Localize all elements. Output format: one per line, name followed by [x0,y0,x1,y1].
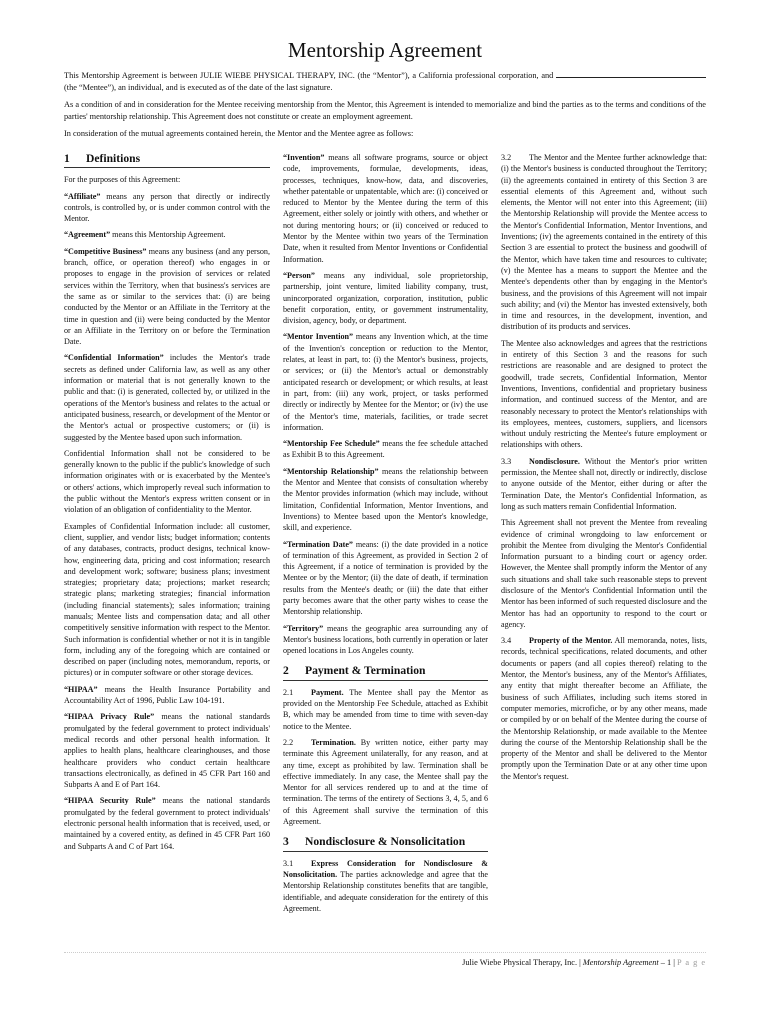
section-heading-payment [283,665,488,680]
definition-text: means all software programs, source or object code, improvements, formulae, developments, ideas, processes, techniques, know-how, data, and discoveries, whether patentable or unpatentable, which are: (i) conceived or reduced to Mentor by the Mentee during the term of this Agreement, either solely or jointly with others, and whether or not during mentoring hours; or (ii) conceived or reduced to Mentor by the Mentee within two years of the Termination Date, when it resulted from Mentor Inventions or Confidential Information. [283,153,488,264]
clause-3-3 [501,456,707,512]
mentee-name-blank [556,77,706,78]
definition-affiliate [64,191,270,225]
intro-text-a: This Mentorship Agreement is between JULIE WIEBE PHYSICAL THERAPY, INC. (the “Mentor”), a California professional corporation, and [64,71,554,80]
clause-text: Without the Mentor's prior written permission, the Mentee shall not, directly or indirectly, disclose to anyone outside of the Mentor, either during or after the Termination Date, the Mentor's Confidential Information, as long as such matters remain Confidential Information. [501,456,707,511]
definition-text: means any individual, sole proprietorship, partnership, joint venture, limited liability company, trust, unincorporated organization, corporation, institution, public benefit corporation, entity, or government instrumentality, division, agency, body, or department. [283,270,488,326]
definition-text: includes the Mentor's trade secrets as defined under California law, as well as any other information or material that is not generally known to the public and that: (i) is generated, collected by, or utilized in the operations of the Mentor's business and relates to the actual or anticipated business, research, or development of the Mentor or the Mentor's actual or prospective customers; or (ii) is suggested by the Mentee based upon such information. [64,353,270,442]
definition-text: means the national standards promulgated by the federal government to protect individuals' medical records and other personal health information. It applies to health plans, healthcare clearinghouses, and those healthcare providers who conduct certain healthcare transactions electronically, as defined in 45 CFR Part 160 and Subparts A and E of Part 164. [64,712,270,790]
clause-number: 3.3 [501,456,512,466]
clause-number: 3.1 [283,858,294,868]
section-heading-nondisclosure [283,836,488,851]
footer-divider [64,952,706,953]
definition-invention [283,152,488,265]
term: “Territory” [283,623,324,633]
section-number: 2 [283,664,289,678]
clause-number: 2.2 [283,737,294,747]
confidential-info-paragraph: Confidential Information shall not be considered to be generally known to the public if the public's knowledge of such information originates with or is exacerbated by the Mentee's or others' actions, which improperly reveal such information to the public without the Mentor's express written consent or in violation of an obligation of confidentiality to the Mentor. [64,448,270,515]
clause-text: By written notice, either party may terminate this Agreement unilaterally, for any reason, and at any time, except as prohibited by law. Termination shall be effective immediately. In any case, the Mentee shall pay the Mentor for all services rendered up to and at the time of termination. The terms of the entirety of Sections 3, 4, 5, and 6 of this Agreement shall survive the termination of this Agreement. [283,737,488,827]
section-heading-definitions [64,153,270,168]
definition-territory [283,623,488,657]
column-middle [283,152,488,919]
definition-mentorship-relationship [283,466,488,534]
clause-3-2 [501,152,707,333]
definition-mentor-invention [283,331,488,433]
footer-page-number: – 1 | [660,958,675,967]
term: “Confidential Information” [64,353,164,363]
clause-title: Payment. [311,687,344,697]
definition-hipaa-privacy-rule [64,711,270,790]
intro-paragraph [64,70,706,93]
term: “HIPAA” [64,684,98,694]
clause-3-3-continued: This Agreement shall not prevent the Mentee from revealing evidence of criminal wrongdoing to law enforcement or prohibit the Mentee from divulging the Mentor's Confidential Information pursuant to a binding court or agency order. However, the Mentee shall promptly inform the Mentor of any such situations and shall take such reasonable steps to prevent disclosure of the Mentor's Confidential Information until the Mentor has been informed of such requested disclosure and the Mentor has had an opportunity to respond to the court or agency. [501,518,707,629]
definition-agreement [64,229,270,240]
clause-number: 3.4 [501,636,512,646]
definition-termination-date [283,539,488,618]
term: “Mentorship Relationship” [283,466,379,476]
term: “Mentor Invention” [283,332,354,342]
term: “Person” [283,270,315,280]
definition-text: means the national standards promulgated by the federal government to protect individuals' electronic personal health information that is received, used, or maintained by a covered entity, as defined in 45 CFR Part 160 and Subparts A and C of Part 164. [64,796,270,851]
intro-paragraph-3: In consideration of the mutual agreements contained herein, the Mentor and the Mentee agree as follows: [64,129,414,139]
term: “Invention” [283,153,325,162]
clause-text: The Mentee shall pay the Mentor as provided on the Mentorship Fee Schedule, attached as Exhibit B, which may be amended from time to time with seven-day notice to the Mentee. [283,687,488,731]
intro-section [64,70,706,146]
definition-hipaa [64,684,270,707]
definition-hipaa-security-rule [64,795,270,851]
section-title: Nondisclosure & Nonsolicitation [305,835,466,849]
clause-3-2-continued: The Mentee also acknowledges and agrees that the restrictions in entirety of this Section 3 and the reasons for such restrictions are reasonable and are designed to protect the goodwill, trade secrets, Confidential Information, Mentor Inventions, Inventions, confidential and proprietary business information, and continued success of the Mentor, and are reasonably necessary to protect the Mentor's relationships with its employees, mentees, customers, suppliers, and licensors without unduly restricting the Mentee's future employment or relationships with others. [501,338,707,450]
term: “Agreement” [64,230,111,240]
definition-confidential-information [64,352,270,442]
clause-2-1 [283,687,488,732]
section-number: 3 [283,835,289,849]
definition-competitive-business [64,246,270,348]
clause-3-1-start [283,858,488,914]
column-left [64,152,270,857]
section-title: Payment & Termination [305,664,426,678]
term: “Termination Date” [283,539,353,549]
clause-3-4 [501,635,707,782]
clause-2-2 [283,737,488,827]
clause-text: The parties acknowledge and agree that the Mentorship Relationship constitutes benefits that are tangible, identifiable, and adequate consideration for the entirety of this Agreement. [283,869,488,913]
definition-text: means any person that directly or indirectly controls, is controlled by, or is under common control with the Mentor. [64,191,270,224]
clause-number: 2.1 [283,687,294,697]
page-title: Mentorship Agreement [287,38,483,62]
section-number: 1 [64,152,70,165]
definition-text: means any business (and any person, branch, office, or operation thereof) who engages in or proposes to engage in the provision of services or related services within the Territory, when that business's services are the same as or similar to the services that: (i) are being conducted by the Mentor or an Affiliate in the Territory at the time in question and (ii) were being conducted by the Mentor or an Affiliate in the Territory on or before the Termination Date. [64,246,270,347]
intro-paragraph-2: As a condition of and in consideration for the Mentee receiving mentorship from the Mentor, this Agreement is intended to memorialize and bind the parties as to the terms and conditions of the parties' mentorship relationship. This Agreement does not constitute or create an employment agreement. [64,100,706,121]
term: “Mentorship Fee Schedule” [283,439,380,449]
clause-text: The Mentor and the Mentee further acknowledge that: (i) the Mentor's business is conducted throughout the Territory; (ii) the agreements contained in entirety of this Section 3 are essential elements of this Agreement and, without such elements, the Mentor will not enter into this Agreement; (iii) the Mentorship Relationship will provide the Mentee access to the Mentor's Confidential Information, Mentor Inventions, and Inventions; (iv) the agreements contained in the entirety of this Section 3 are essential to protect the business and goodwill of the Mentor, which have taken time and resources to cultivate; (v) the Mentee has a means to support the Mentee and the Mentee's dependents other than by engaging in the Mentor's business, and the provisions of this Agreement will not impair such ability; and (vi) the Mentor has invested extensively, both in time and resources, in the development, invention, and distribution of its products and services. [501,153,707,332]
definition-text: means the geographic area surrounding any of Mentor's business locations, both currently in operation or later opened locations in Los Angeles county. [283,623,488,656]
section-title: Definitions [86,152,141,165]
clause-title: Termination. [311,737,356,747]
clause-title: Property of the Mentor. [529,636,613,646]
definition-mentorship-fee-schedule [283,438,488,461]
definition-text: means any Invention which, at the time of the Invention's conception or reduction to the Mentor, relates, at least in part, to: (i) the Mentor's business, projects, or services; or (ii) the Mentor's actual or demonstrably anticipated research or development; or which results, at least in part, from: (iii) any work, project, or tasks performed directly or indirectly by Mentee for the Mentor; or (iv) the use of the Mentor's time, materials, facilities, or trade secret information. [283,332,489,432]
footer-page-label: P a g e [676,958,706,967]
definition-text: means the fee schedule attached as Exhibit B to this Agreement. [283,439,488,460]
clause-text: All memoranda, notes, lists, records, technical specifications, related documents, and other documents or papers (and all copies thereof) relating to the Mentor, the Mentor's business, any of the Mentor's Affiliates, any entity that might thereafter become an Affiliate, the business of such Affiliates, including such items stored in computer memories, microfiche, or by any other means, made or compiled by or on behalf of the Mentee during the course of the Mentorship Relationship, or made available to the Mentee during the course of the Mentorship Relationship shall be the property of the Mentor and shall be delivered to the Mentor promptly upon the Termination Date or at any other time upon the Mentor's request. [501,636,707,781]
column-right [501,152,707,787]
clause-title: Nondisclosure. [529,456,580,466]
definition-person [283,270,488,326]
definition-text: means this Mentorship Agreement. [110,230,226,240]
definition-text: means: (i) the date provided in a notice of termination of this Agreement, as provided in Section 2 of this Agreement, if a notice of termination is provided by the Mentee or by the Mentor; (ii) the date of death, if termination results from the Mentee's death; or (iii) the date that either party becomes aware that the other party wishes to cease the Mentorship relationship. [283,539,488,617]
footer-company: Julie Wiebe Physical Therapy, Inc. | [462,958,581,967]
clause-title: Express Consideration for Nondisclosure & Nonsolicitation. [283,858,488,879]
clause-number: 3.2 [501,153,512,162]
term: “Affiliate” [64,191,101,201]
term: “Competitive Business” [64,246,147,256]
intro-text-b: (the “Mentee”), an individual, and is executed as of the date of the last signature. [64,82,333,92]
confidential-info-examples: Examples of Confidential Information include: all customer, client, supplier, and vendor lists; budget information; contents of any databases, contracts, product designs, technical know-how, engineering data, pricing and cost information; research and development work; software; business plans; investment strategies; proprietary data; projections; market research; strategic plans; marketing strategies; financial information (including financial statements); sales information; training manuals; Mentee lists and compensation data; and all other competitively sensitive information with respect to the Mentor. Such information is confidential whether or not it is in tangible form, including any of the foregoing which are contained or described on paper (including notes, memorandum, reports, or pictures) or in computer software or other storage devices. [64,521,270,678]
definition-text: means the Health Insurance Portability and Accountability Act of 1996, Public Law 104-191. [64,684,270,706]
definition-text: means the relationship between the Mentor and Mentee that consists of consultation whereby the Mentor provides information (which may include, without limitation, Confidential Information, Mentor Inventions, and Inventions) to Mentee based upon the Mentor's knowledge, skill, and experience. [283,466,488,533]
page-footer [0,958,706,967]
term: “HIPAA Privacy Rule” [64,712,155,722]
term: “HIPAA Security Rule” [64,796,156,806]
footer-document-name: Mentorship Agreement [582,958,659,967]
definitions-intro: For the purposes of this Agreement: [64,175,181,185]
